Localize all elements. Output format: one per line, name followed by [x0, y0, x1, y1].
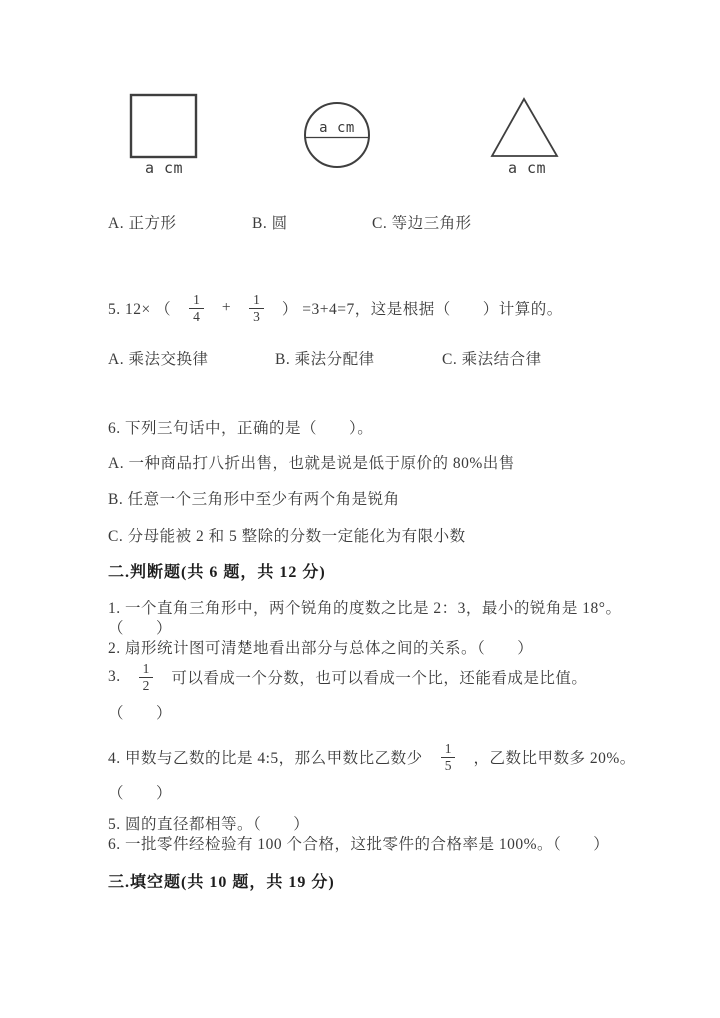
judge-q1: 1. 一个直角三角形中，两个锐角的度数之比是 2：3，最小的锐角是 18°。	[108, 600, 622, 617]
judge-q3-answer-blank: （ ）	[108, 705, 173, 722]
fraction-denominator: 5	[441, 757, 456, 774]
judge-q4-suffix: ，乙数比甲数多 20%。	[473, 750, 636, 767]
q6-option-a: A. 一种商品打八折出售，也就是说是低于原价的 80%出售	[108, 455, 515, 472]
q6-option-c: C. 分母能被 2 和 5 整除的分数一定能化为有限小数	[108, 528, 466, 545]
q6-stem: 6. 下列三句话中，正确的是（ ）。	[108, 420, 374, 437]
q5-option-a: A. 乘法交换律	[108, 351, 209, 368]
fraction-numerator: 1	[444, 740, 452, 756]
judge-q1-answer-blank: （ ）	[108, 620, 173, 637]
q4-option-a: A. 正方形	[108, 215, 177, 232]
fraction-numerator: 1	[193, 291, 200, 307]
triangle-side-label: a cm	[507, 159, 547, 177]
triangle-shape	[492, 99, 557, 156]
fraction-denominator: 4	[189, 308, 204, 325]
judge-q3	[108, 656, 587, 698]
q5-option-c: C. 乘法结合律	[442, 351, 542, 368]
q5-stem-prefix: 5. 12× （	[108, 301, 172, 318]
judge-q4-answer-blank: （ ）	[108, 785, 173, 802]
judge-q4	[108, 735, 636, 779]
square-shape	[131, 95, 196, 157]
q5-plus-sign: +	[221, 299, 232, 316]
judge-q6: 6. 一批零件经检验有 100 个合格，这批零件的合格率是 100%。（ ）	[108, 836, 610, 853]
q6-option-b: B. 任意一个三角形中至少有两个角是锐角	[108, 491, 400, 508]
q5-option-b: B. 乘法分配律	[275, 351, 375, 368]
q5-stem-suffix: ） =3+4=7，这是根据（ ）计算的。	[281, 301, 563, 318]
judge-q2: 2. 扇形统计图可清楚地看出部分与总体之间的关系。（ ）	[108, 640, 534, 657]
fraction-numerator: 1	[253, 291, 260, 307]
q4-option-b: B. 圆	[252, 215, 288, 232]
section-fillblank-title: 三.填空题(共 10 题，共 19 分)	[108, 874, 335, 891]
judge-q3-suffix: 可以看成一个分数，也可以看成一个比，还能看成是比值。	[171, 670, 588, 687]
q5-stem	[108, 286, 563, 330]
section-truefalse-title: 二.判断题(共 6 题，共 12 分)	[108, 564, 326, 581]
q4-option-c: C. 等边三角形	[372, 215, 472, 232]
judge-q5: 5. 圆的直径都相等。（ ）	[108, 816, 310, 833]
circle-diameter-label: a cm	[319, 120, 355, 136]
fraction-denominator: 2	[139, 677, 154, 694]
judge-q4-prefix: 4. 甲数与乙数的比是 4:5，那么甲数比乙数少	[108, 750, 423, 767]
judge-q3-prefix: 3.	[108, 668, 121, 685]
q5-fraction-one-fourth	[189, 292, 204, 324]
q4-fraction-one-fifth	[441, 741, 456, 773]
q3-fraction-one-half	[139, 661, 154, 693]
square-side-label: a cm	[144, 159, 184, 177]
fraction-denominator: 3	[249, 308, 264, 325]
question4-shapes-figure	[0, 0, 720, 195]
q5-fraction-one-third	[249, 292, 264, 324]
fraction-numerator: 1	[142, 660, 150, 676]
